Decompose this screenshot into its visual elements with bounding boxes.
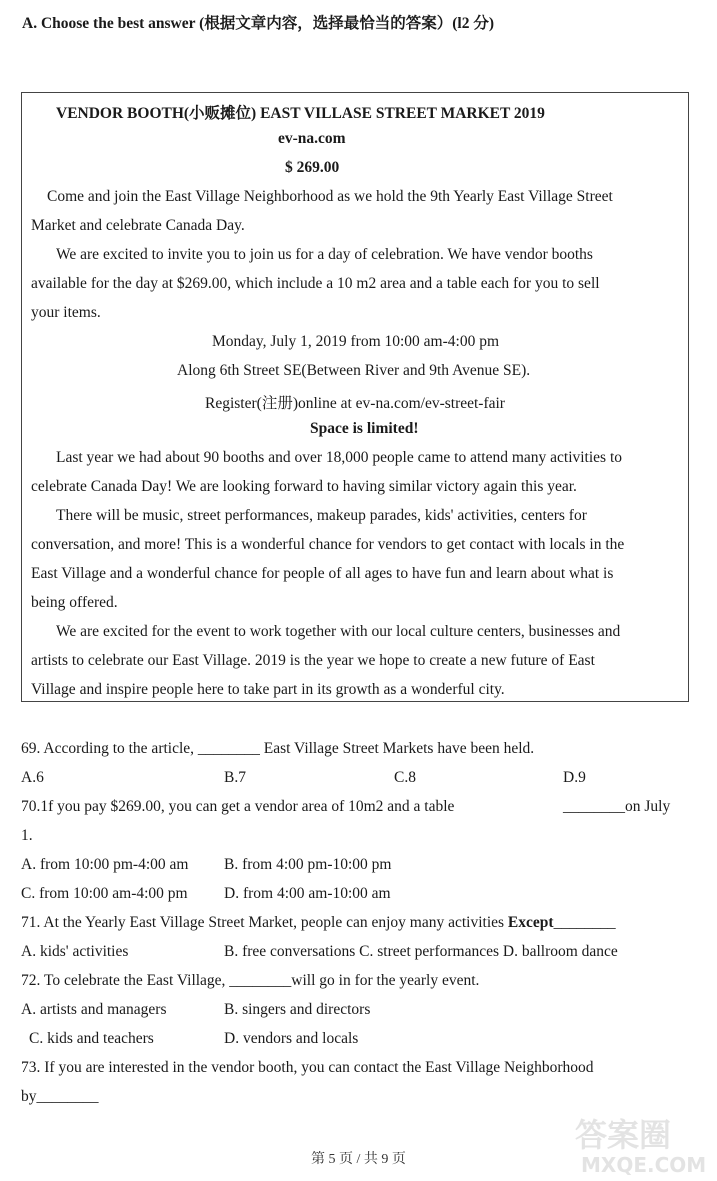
q69-option-d: D.9	[563, 769, 586, 786]
ad-p3-line: celebrate Canada Day! We are looking forward to having similar victory again this year.	[31, 478, 577, 495]
q69-option-a: A.6	[21, 769, 44, 786]
q72-stem: 72. To celebrate the East Village, ________will go in for the yearly event.	[21, 972, 480, 989]
section-title: A. Choose the best answer (根据文章内容，选择最恰当的答案）(l2 分)	[22, 15, 495, 32]
ad-location: Along 6th Street SE(Between River and 9th Avenue SE).	[177, 362, 531, 379]
q69-option-c: C.8	[394, 769, 416, 786]
ad-p4-line: being offered.	[31, 594, 118, 611]
q69-stem: 69. According to the article, ________ East Village Street Markets have been held.	[21, 740, 535, 757]
page-footer: 第 5 页 / 共 9 页	[311, 1152, 406, 1167]
ad-p1-line: Market and celebrate Canada Day.	[31, 217, 245, 234]
ad-p3-line: Last year we had about 90 booths and over 18,000 people came to attend many activities to	[56, 449, 623, 466]
ad-p4-line: East Village and a wonderful chance for people of all ages to have fun and learn about what is	[31, 565, 614, 582]
q70-cont: 1.	[21, 827, 33, 844]
ad-limited: Space is limited!	[310, 420, 419, 437]
q72-option-d: D. vendors and locals	[224, 1030, 359, 1047]
q71-options-bcd: B. free conversations C. street performances D. ballroom dance	[224, 943, 618, 960]
ad-register: Register(注册)online at ev-na.com/ev-street-fair	[205, 395, 505, 412]
ad-date: Monday, July 1, 2019 from 10:00 am-4:00 pm	[212, 333, 500, 350]
q73-stem: 73. If you are interested in the vendor booth, you can contact the East Village Neighborhood	[21, 1059, 594, 1076]
q71-except: Except	[507, 914, 554, 931]
ad-p2-line: available for the day at $269.00, which include a 10 m2 area and a table each for you to sell	[31, 275, 600, 292]
watermark-logo	[575, 1108, 710, 1178]
q70-option-d: D. from 4:00 am-10:00 am	[224, 885, 391, 902]
ad-p2-line: your items.	[31, 304, 101, 321]
q70-option-c: C. from 10:00 am-4:00 pm	[21, 885, 188, 902]
q71-stem	[21, 914, 616, 932]
ad-site: ev-na.com	[278, 130, 346, 147]
q73-cont: by________	[21, 1088, 99, 1105]
ad-p2-line: We are excited to invite you to join us for a day of celebration. We have vendor booths	[56, 246, 593, 263]
watermark-sub: MXQE.COM	[581, 1153, 707, 1177]
q71-blank: ________	[553, 914, 616, 931]
q72-option-c: C. kids and teachers	[29, 1030, 154, 1047]
ad-p5-line: artists to celebrate our East Village. 2019 is the year we hope to create a new future of East	[31, 652, 595, 669]
q72-option-b: B. singers and directors	[224, 1001, 371, 1018]
q70-option-a: A. from 10:00 pm-4:00 am	[21, 856, 189, 873]
ad-price: $ 269.00	[285, 159, 340, 176]
ad-p4-line: There will be music, street performances, makeup parades, kids' activities, centers for	[56, 507, 587, 524]
ad-p5-line: We are excited for the event to work together with our local culture centers, businesses and	[56, 623, 621, 640]
watermark-text: 答案圈	[575, 1116, 672, 1154]
q71-stem-text: 71. At the Yearly East Village Street Market, people can enjoy many activities	[21, 914, 508, 931]
q70-blank: ________on July	[563, 798, 671, 815]
ad-title: VENDOR BOOTH(小贩摊位) EAST VILLASE STREET MARKET 2019	[56, 105, 545, 122]
ad-p5-line: Village and inspire people here to take part in its growth as a wonderful city.	[31, 681, 505, 698]
q72-option-a: A. artists and managers	[21, 1001, 167, 1018]
q70-stem: 70.1f you pay $269.00, you can get a vendor area of 10m2 and a table	[21, 798, 455, 815]
q71-option-a: A. kids' activities	[21, 943, 129, 960]
q69-option-b: B.7	[224, 769, 246, 786]
ad-p1-line: Come and join the East Village Neighborhood as we hold the 9th Yearly East Village Street	[47, 188, 613, 205]
q70-option-b: B. from 4:00 pm-10:00 pm	[224, 856, 392, 873]
ad-p4-line: conversation, and more! This is a wonderful chance for vendors to get contact with locals in the	[31, 536, 625, 553]
